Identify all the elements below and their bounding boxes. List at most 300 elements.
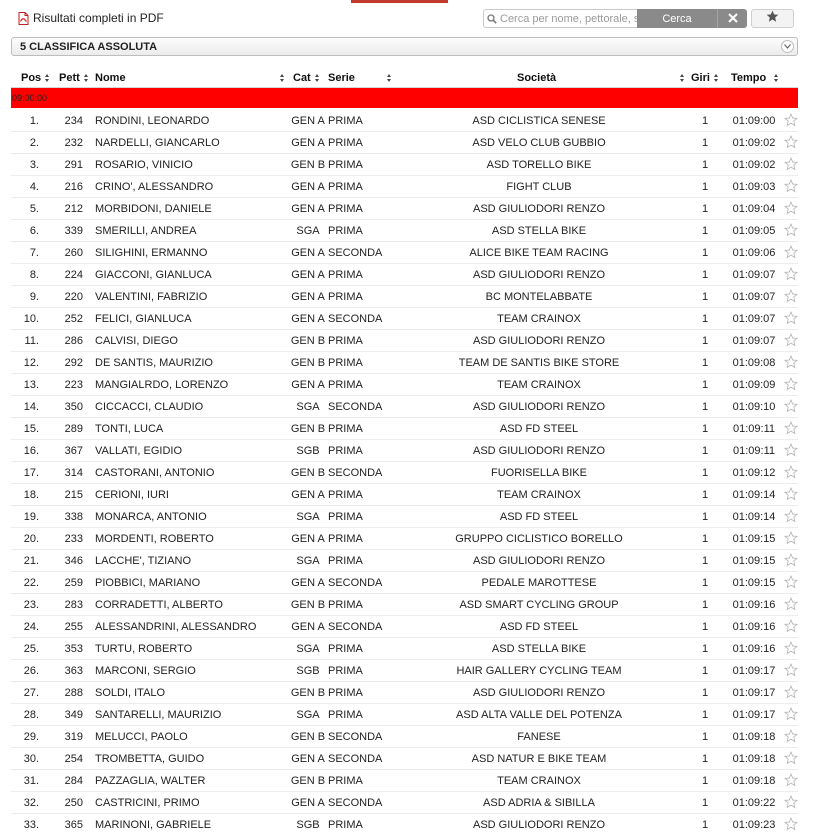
athlete-name-cell: MELUCCI, PAOLO <box>95 731 188 743</box>
position-cell: 10. <box>23 313 39 325</box>
athlete-name-cell: PIOBBICI, MARIANO <box>95 577 201 589</box>
search-icon <box>484 10 500 27</box>
table-row[interactable] <box>11 264 798 286</box>
position-cell: 22. <box>23 577 39 589</box>
time-cell: 01:09:23 <box>732 819 776 831</box>
bib-number-cell: 260 <box>64 247 83 259</box>
position-cell: 31. <box>23 775 39 787</box>
series-cell: PRIMA <box>328 687 363 699</box>
start-time-group-bar <box>11 88 798 108</box>
time-cell: 01:09:15 <box>732 577 776 589</box>
sort-icon[interactable] <box>680 74 685 83</box>
category-cell: GEN A <box>291 379 325 391</box>
time-cell: 01:09:09 <box>732 379 776 391</box>
athlete-name-cell: LACCHE', TIZIANO <box>95 555 192 567</box>
bib-number-cell: 232 <box>64 137 83 149</box>
series-cell: PRIMA <box>328 335 363 347</box>
star-icon <box>766 10 779 28</box>
table-row[interactable] <box>11 176 798 198</box>
bib-number-cell: 292 <box>64 357 83 369</box>
table-row[interactable] <box>11 660 798 682</box>
series-cell: PRIMA <box>328 555 363 567</box>
group-label: 09:00:00 <box>12 93 48 103</box>
bib-number-cell: 346 <box>64 555 83 567</box>
athlete-name-cell: CORRADETTI, ALBERTO <box>95 599 223 611</box>
star-icon[interactable] <box>784 201 798 215</box>
position-cell: 2. <box>29 137 39 149</box>
star-icon[interactable] <box>784 421 798 435</box>
position-cell: 21. <box>23 555 39 567</box>
bib-number-cell: 252 <box>64 313 83 325</box>
table-row[interactable] <box>11 594 798 616</box>
series-cell: SECONDA <box>328 797 383 809</box>
table-row[interactable] <box>11 418 798 440</box>
team-cell: ASD VELO CLUB GUBBIO <box>472 137 606 149</box>
time-cell: 01:09:05 <box>732 225 776 237</box>
column-header-cat[interactable] <box>293 72 320 84</box>
category-cell: GEN A <box>291 291 325 303</box>
team-cell: FANESE <box>517 731 561 743</box>
series-cell: SECONDA <box>328 577 383 589</box>
series-cell: PRIMA <box>328 357 363 369</box>
category-cell: SGB <box>296 819 320 831</box>
laps-cell: 1 <box>701 203 709 215</box>
table-row[interactable] <box>11 638 798 660</box>
category-cell: GEN A <box>291 489 325 501</box>
table-row[interactable] <box>11 132 798 154</box>
team-cell: ASD GIULIODORI RENZO <box>472 269 606 281</box>
table-row[interactable] <box>11 330 798 352</box>
position-cell: 13. <box>23 379 39 391</box>
team-cell: ASD ALTA VALLE DEL POTENZA <box>456 709 622 721</box>
laps-cell: 1 <box>701 687 709 699</box>
category-cell: SGA <box>296 225 320 237</box>
star-icon[interactable] <box>784 267 798 281</box>
position-cell: 28. <box>23 709 39 721</box>
team-cell: TEAM DE SANTIS BIKE STORE <box>458 357 620 369</box>
laps-cell: 1 <box>701 819 709 831</box>
star-icon[interactable] <box>784 465 798 479</box>
category-cell: GEN B <box>290 335 326 347</box>
table-row[interactable] <box>11 396 798 418</box>
table-row[interactable] <box>11 814 798 835</box>
category-cell: SGB <box>296 445 320 457</box>
table-row[interactable] <box>11 704 798 726</box>
bib-number-cell: 319 <box>64 731 83 743</box>
star-icon[interactable] <box>784 575 798 589</box>
series-cell: PRIMA <box>328 137 363 149</box>
position-cell: 29. <box>23 731 39 743</box>
category-cell: GEN B <box>290 159 326 171</box>
column-header-label: Giri <box>691 72 710 84</box>
star-icon[interactable] <box>784 245 798 259</box>
time-cell: 01:09:04 <box>732 203 776 215</box>
column-header-label: Cat <box>293 72 311 84</box>
classification-select-value: 5 CLASSIFICA ASSOLUTA <box>20 40 158 53</box>
column-header-serie[interactable] <box>328 72 388 84</box>
laps-cell: 1 <box>701 379 709 391</box>
laps-cell: 1 <box>701 423 709 435</box>
column-header-pos[interactable] <box>21 72 50 84</box>
position-cell: 8. <box>29 269 39 281</box>
athlete-name-cell: ROSARIO, VINICIO <box>95 159 193 171</box>
team-cell: FUORISELLA BIKE <box>491 467 587 479</box>
star-icon[interactable] <box>784 531 798 545</box>
star-icon[interactable] <box>784 619 798 633</box>
bib-number-cell: 367 <box>64 445 83 457</box>
time-cell: 01:09:17 <box>732 709 776 721</box>
team-cell: ASD GIULIODORI RENZO <box>472 401 606 413</box>
laps-cell: 1 <box>701 159 709 171</box>
table-row[interactable] <box>11 242 798 264</box>
series-cell: PRIMA <box>328 225 363 237</box>
table-row[interactable] <box>11 352 798 374</box>
search-button[interactable]: Cerca <box>637 9 717 28</box>
team-cell: BC MONTELABBATE <box>485 291 593 303</box>
laps-cell: 1 <box>701 489 709 501</box>
athlete-name-cell: CRINO', ALESSANDRO <box>95 181 214 193</box>
athlete-name-cell: RONDINI, LEONARDO <box>95 115 210 127</box>
laps-cell: 1 <box>701 401 709 413</box>
category-cell: SGA <box>296 555 320 567</box>
category-cell: GEN A <box>291 533 325 545</box>
table-row[interactable] <box>11 110 798 132</box>
position-cell: 26. <box>23 665 39 677</box>
table-row[interactable] <box>11 374 798 396</box>
laps-cell: 1 <box>701 775 709 787</box>
star-icon[interactable] <box>784 751 798 765</box>
bib-number-cell: 224 <box>64 269 83 281</box>
athlete-name-cell: DE SANTIS, MAURIZIO <box>95 357 213 369</box>
category-cell: GEN B <box>290 423 326 435</box>
column-header-label: Pos <box>21 72 42 84</box>
star-icon[interactable] <box>784 223 798 237</box>
star-icon[interactable] <box>784 597 798 611</box>
bib-number-cell: 286 <box>64 335 83 347</box>
position-cell: 30. <box>23 753 39 765</box>
category-cell: GEN A <box>291 247 325 259</box>
table-row[interactable] <box>11 308 798 330</box>
category-cell: SGA <box>296 401 320 413</box>
athlete-name-cell: PAZZAGLIA, WALTER <box>95 775 206 787</box>
category-cell: GEN A <box>291 753 325 765</box>
table-row[interactable] <box>11 440 798 462</box>
time-cell: 01:09:07 <box>732 291 776 303</box>
star-icon[interactable] <box>784 729 798 743</box>
laps-cell: 1 <box>701 247 709 259</box>
series-cell: SECONDA <box>328 401 383 413</box>
series-cell: PRIMA <box>328 599 363 611</box>
series-cell: PRIMA <box>328 203 363 215</box>
column-header-societa[interactable] <box>517 72 556 84</box>
category-cell: GEN B <box>290 731 326 743</box>
laps-cell: 1 <box>701 709 709 721</box>
laps-cell: 1 <box>701 797 709 809</box>
time-cell: 01:09:17 <box>732 687 776 699</box>
team-cell: GRUPPO CICLISTICO BORELLO <box>455 533 623 545</box>
position-cell: 15. <box>23 423 39 435</box>
time-cell: 01:09:11 <box>732 445 775 457</box>
table-row[interactable] <box>11 286 798 308</box>
series-cell: PRIMA <box>328 181 363 193</box>
star-icon[interactable] <box>784 179 798 193</box>
table-row[interactable] <box>11 770 798 792</box>
athlete-name-cell: TROMBETTA, GUIDO <box>95 753 205 765</box>
athlete-name-cell: ALESSANDRINI, ALESSANDRO <box>95 621 257 633</box>
star-icon[interactable] <box>784 773 798 787</box>
time-cell: 01:09:15 <box>732 555 776 567</box>
category-cell: GEN A <box>291 137 325 149</box>
team-cell: ASD GIULIODORI RENZO <box>472 445 606 457</box>
category-cell: GEN B <box>290 467 326 479</box>
pdf-link-label: Risultati completi in PDF <box>33 11 164 25</box>
team-cell: FIGHT CLUB <box>506 181 572 193</box>
laps-cell: 1 <box>701 665 709 677</box>
time-cell: 01:09:14 <box>732 511 776 523</box>
team-cell: TEAM CRAINOX <box>497 313 581 325</box>
time-cell: 01:09:16 <box>732 643 776 655</box>
laps-cell: 1 <box>701 621 709 633</box>
series-cell: SECONDA <box>328 731 383 743</box>
star-icon[interactable] <box>784 817 798 831</box>
column-header-tempo[interactable] <box>731 72 779 84</box>
athlete-name-cell: CICCACCI, CLAUDIO <box>95 401 204 413</box>
team-cell: TEAM CRAINOX <box>497 775 581 787</box>
star-icon[interactable] <box>784 707 798 721</box>
category-cell: GEN A <box>291 621 325 633</box>
time-cell: 01:09:14 <box>732 489 776 501</box>
star-icon[interactable] <box>784 333 798 347</box>
series-cell: PRIMA <box>328 643 363 655</box>
table-row[interactable] <box>11 528 798 550</box>
laps-cell: 1 <box>701 137 709 149</box>
category-cell: GEN B <box>290 775 326 787</box>
table-row[interactable] <box>11 792 798 814</box>
series-cell: PRIMA <box>328 511 363 523</box>
table-row[interactable] <box>11 572 798 594</box>
athlete-name-cell: MORBIDONI, DANIELE <box>95 203 212 215</box>
series-cell: SECONDA <box>328 753 383 765</box>
bib-number-cell: 223 <box>64 379 83 391</box>
table-row[interactable] <box>11 748 798 770</box>
team-cell: ASD TORELLO BIKE <box>486 159 592 171</box>
team-cell: ASD CICLISTICA SENESE <box>472 115 606 127</box>
time-cell: 01:09:18 <box>732 775 776 787</box>
star-icon[interactable] <box>784 553 798 567</box>
team-cell: ASD SMART CYCLING GROUP <box>459 599 619 611</box>
star-icon[interactable] <box>784 795 798 809</box>
bib-number-cell: 283 <box>64 599 83 611</box>
team-cell: ASD ADRIA & SIBILLA <box>483 797 595 809</box>
team-cell: HAIR GALLERY CYCLING TEAM <box>456 665 622 677</box>
table-row[interactable] <box>11 550 798 572</box>
athlete-name-cell: SMERILLI, ANDREA <box>95 225 197 237</box>
series-cell: PRIMA <box>328 291 363 303</box>
laps-cell: 1 <box>701 335 709 347</box>
category-cell: GEN A <box>291 203 325 215</box>
bib-number-cell: 353 <box>64 643 83 655</box>
time-cell: 01:09:17 <box>732 665 776 677</box>
series-cell: PRIMA <box>328 379 363 391</box>
category-cell: SGA <box>296 709 320 721</box>
search-box <box>483 9 638 28</box>
time-cell: 01:09:07 <box>732 313 776 325</box>
star-icon[interactable] <box>784 157 798 171</box>
athlete-name-cell: CASTORANI, ANTONIO <box>95 467 215 479</box>
bib-number-cell: 349 <box>64 709 83 721</box>
laps-cell: 1 <box>701 291 709 303</box>
bib-number-cell: 363 <box>64 665 83 677</box>
position-cell: 3. <box>29 159 39 171</box>
laps-cell: 1 <box>701 511 709 523</box>
bib-number-cell: 291 <box>64 159 83 171</box>
position-cell: 4. <box>29 181 39 193</box>
star-icon[interactable] <box>784 289 798 303</box>
position-cell: 6. <box>29 225 39 237</box>
table-row[interactable] <box>11 484 798 506</box>
classification-select[interactable] <box>11 37 798 56</box>
team-cell: ASD NATUR E BIKE TEAM <box>471 753 607 765</box>
table-row[interactable] <box>11 154 798 176</box>
table-row[interactable] <box>11 726 798 748</box>
position-cell: 24. <box>23 621 39 633</box>
category-cell: GEN B <box>290 599 326 611</box>
category-cell: SGB <box>296 665 320 677</box>
team-cell: ASD GIULIODORI RENZO <box>472 555 606 567</box>
column-header-pett[interactable] <box>59 72 89 84</box>
position-cell: 23. <box>23 599 39 611</box>
table-row[interactable] <box>11 616 798 638</box>
sort-icon <box>280 74 285 83</box>
close-icon <box>728 10 738 28</box>
series-cell: SECONDA <box>328 467 383 479</box>
laps-cell: 1 <box>701 731 709 743</box>
star-icon[interactable] <box>784 377 798 391</box>
category-cell: GEN B <box>290 687 326 699</box>
column-header-giri[interactable] <box>691 72 719 84</box>
time-cell: 01:09:18 <box>732 731 776 743</box>
time-cell: 01:09:16 <box>732 621 776 633</box>
table-row[interactable] <box>11 682 798 704</box>
bib-number-cell: 339 <box>64 225 83 237</box>
series-cell: PRIMA <box>328 445 363 457</box>
series-cell: PRIMA <box>328 819 363 831</box>
bib-number-cell: 314 <box>64 467 83 479</box>
laps-cell: 1 <box>701 555 709 567</box>
category-cell: SGA <box>296 511 320 523</box>
pdf-results-link[interactable] <box>18 11 164 25</box>
star-icon[interactable] <box>784 509 798 523</box>
position-cell: 12. <box>23 357 39 369</box>
athlete-name-cell: SANTARELLI, MAURIZIO <box>95 709 222 721</box>
star-icon[interactable] <box>784 311 798 325</box>
series-cell: SECONDA <box>328 247 383 259</box>
team-cell: ASD FD STEEL <box>499 511 579 523</box>
category-cell: GEN A <box>291 181 325 193</box>
star-icon[interactable] <box>784 487 798 501</box>
laps-cell: 1 <box>701 643 709 655</box>
team-cell: ASD FD STEEL <box>499 423 579 435</box>
laps-cell: 1 <box>701 115 709 127</box>
table-row[interactable] <box>11 506 798 528</box>
athlete-name-cell: MONARCA, ANTONIO <box>95 511 207 523</box>
favorites-button[interactable] <box>751 9 794 28</box>
position-cell: 32. <box>23 797 39 809</box>
bib-number-cell: 215 <box>64 489 83 501</box>
team-cell: ALICE BIKE TEAM RACING <box>469 247 609 259</box>
star-icon[interactable] <box>784 443 798 457</box>
laps-cell: 1 <box>701 533 709 545</box>
time-cell: 01:09:16 <box>732 599 776 611</box>
star-icon[interactable] <box>784 135 798 149</box>
position-cell: 11. <box>24 335 39 347</box>
search-input[interactable] <box>500 10 638 27</box>
athlete-name-cell: CALVISI, DIEGO <box>95 335 178 347</box>
table-row[interactable] <box>11 198 798 220</box>
series-cell: PRIMA <box>328 489 363 501</box>
bib-number-cell: 259 <box>64 577 83 589</box>
star-icon[interactable] <box>784 641 798 655</box>
sort-icon <box>315 74 320 83</box>
time-cell: 01:09:07 <box>732 335 776 347</box>
athlete-name-cell: CERIONI, IURI <box>95 489 169 501</box>
series-cell: PRIMA <box>328 665 363 677</box>
time-cell: 01:09:11 <box>732 423 775 435</box>
time-cell: 01:09:03 <box>732 181 776 193</box>
category-cell: GEN A <box>291 269 325 281</box>
position-cell: 33. <box>23 819 39 831</box>
time-cell: 01:09:18 <box>732 753 776 765</box>
table-row[interactable] <box>11 220 798 242</box>
star-icon[interactable] <box>784 399 798 413</box>
position-cell: 7. <box>29 247 39 259</box>
bib-number-cell: 254 <box>64 753 83 765</box>
star-icon[interactable] <box>784 113 798 127</box>
team-cell: TEAM CRAINOX <box>497 489 581 501</box>
star-icon[interactable] <box>784 355 798 369</box>
bib-number-cell: 220 <box>64 291 83 303</box>
athlete-name-cell: GIACCONI, GIANLUCA <box>95 269 212 281</box>
laps-cell: 1 <box>701 357 709 369</box>
team-cell: PEDALE MAROTTESE <box>481 577 597 589</box>
team-cell: ASD STELLA BIKE <box>491 643 587 655</box>
bib-number-cell: 288 <box>64 687 83 699</box>
athlete-name-cell: NARDELLI, GIANCARLO <box>95 137 220 149</box>
column-header-label: Tempo <box>731 72 767 84</box>
series-cell: SECONDA <box>328 621 383 633</box>
series-cell: PRIMA <box>328 709 363 721</box>
star-icon[interactable] <box>784 663 798 677</box>
sort-icon <box>387 74 392 83</box>
star-icon[interactable] <box>784 685 798 699</box>
clear-search-button[interactable] <box>717 9 747 28</box>
column-header-nome[interactable] <box>95 72 281 84</box>
table-row[interactable] <box>11 462 798 484</box>
laps-cell: 1 <box>701 577 709 589</box>
series-cell: PRIMA <box>328 269 363 281</box>
table-body <box>11 110 798 835</box>
sort-icon <box>84 74 89 83</box>
position-cell: 18. <box>23 489 39 501</box>
bib-number-cell: 350 <box>64 401 83 413</box>
time-cell: 01:09:06 <box>732 247 776 259</box>
category-cell: GEN A <box>291 313 325 325</box>
column-header-label: Serie <box>328 72 355 84</box>
athlete-name-cell: TURTU, ROBERTO <box>95 643 193 655</box>
time-cell: 01:09:08 <box>732 357 776 369</box>
series-cell: SECONDA <box>328 313 383 325</box>
series-cell: PRIMA <box>328 423 363 435</box>
